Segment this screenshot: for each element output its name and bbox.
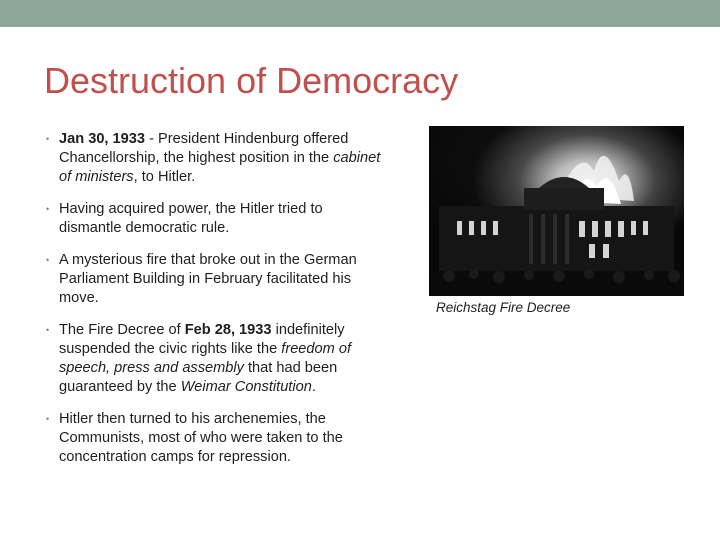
reichstag-fire-photo: [429, 126, 684, 296]
bullet-marker: •: [46, 134, 50, 144]
bullet-marker: •: [46, 255, 50, 265]
bullet-text-segment: - President Hindenburg offered Chancellorship, the highest position in the: [59, 131, 349, 166]
top-accent-bar: [0, 0, 720, 27]
bullet-item: [46, 200, 386, 238]
bullet-text-segment: A mysterious fire that broke out in the German Parliament Building in February facilitated his move.: [59, 252, 357, 306]
bullet-text-segment: Weimar Constitution: [180, 379, 312, 395]
bullet-item: [46, 130, 386, 187]
bullet-text-segment: .: [311, 379, 316, 395]
bullet-text-segment: Jan 30, 1933: [59, 131, 146, 147]
bullet-text-segment: The Fire Decree of: [59, 322, 185, 338]
image-caption: Reichstag Fire Decree: [436, 300, 571, 315]
bullet-item: [46, 251, 386, 308]
slide-title: Destruction of Democracy: [44, 60, 459, 101]
bullet-text-segment: cabinet of ministers: [59, 150, 381, 185]
bullet-marker: •: [46, 325, 50, 335]
bullet-item: [46, 410, 386, 467]
bullet-text-segment: Feb 28, 1933: [184, 322, 272, 338]
bullet-item: [46, 321, 386, 397]
bullet-text-segment: that had been guaranteed by the: [59, 360, 338, 395]
reichstag-fire-image: [429, 126, 684, 296]
bullet-list: [46, 130, 386, 467]
bullet-text-segment: Having acquired power, the Hitler tried to dismantle democratic rule.: [59, 201, 323, 236]
bullet-text-segment: freedom of speech, press and assembly: [59, 341, 352, 376]
bullet-marker: •: [46, 204, 50, 214]
bullet-text-segment: , to Hitler.: [133, 169, 196, 185]
bullet-text-segment: indefinitely suspended the civic rights like the: [59, 322, 345, 357]
bullet-marker: •: [46, 414, 50, 424]
bullet-text-segment: Hitler then turned to his archenemies, the Communists, most of who were taken to the concentration camps for repression.: [59, 411, 343, 465]
